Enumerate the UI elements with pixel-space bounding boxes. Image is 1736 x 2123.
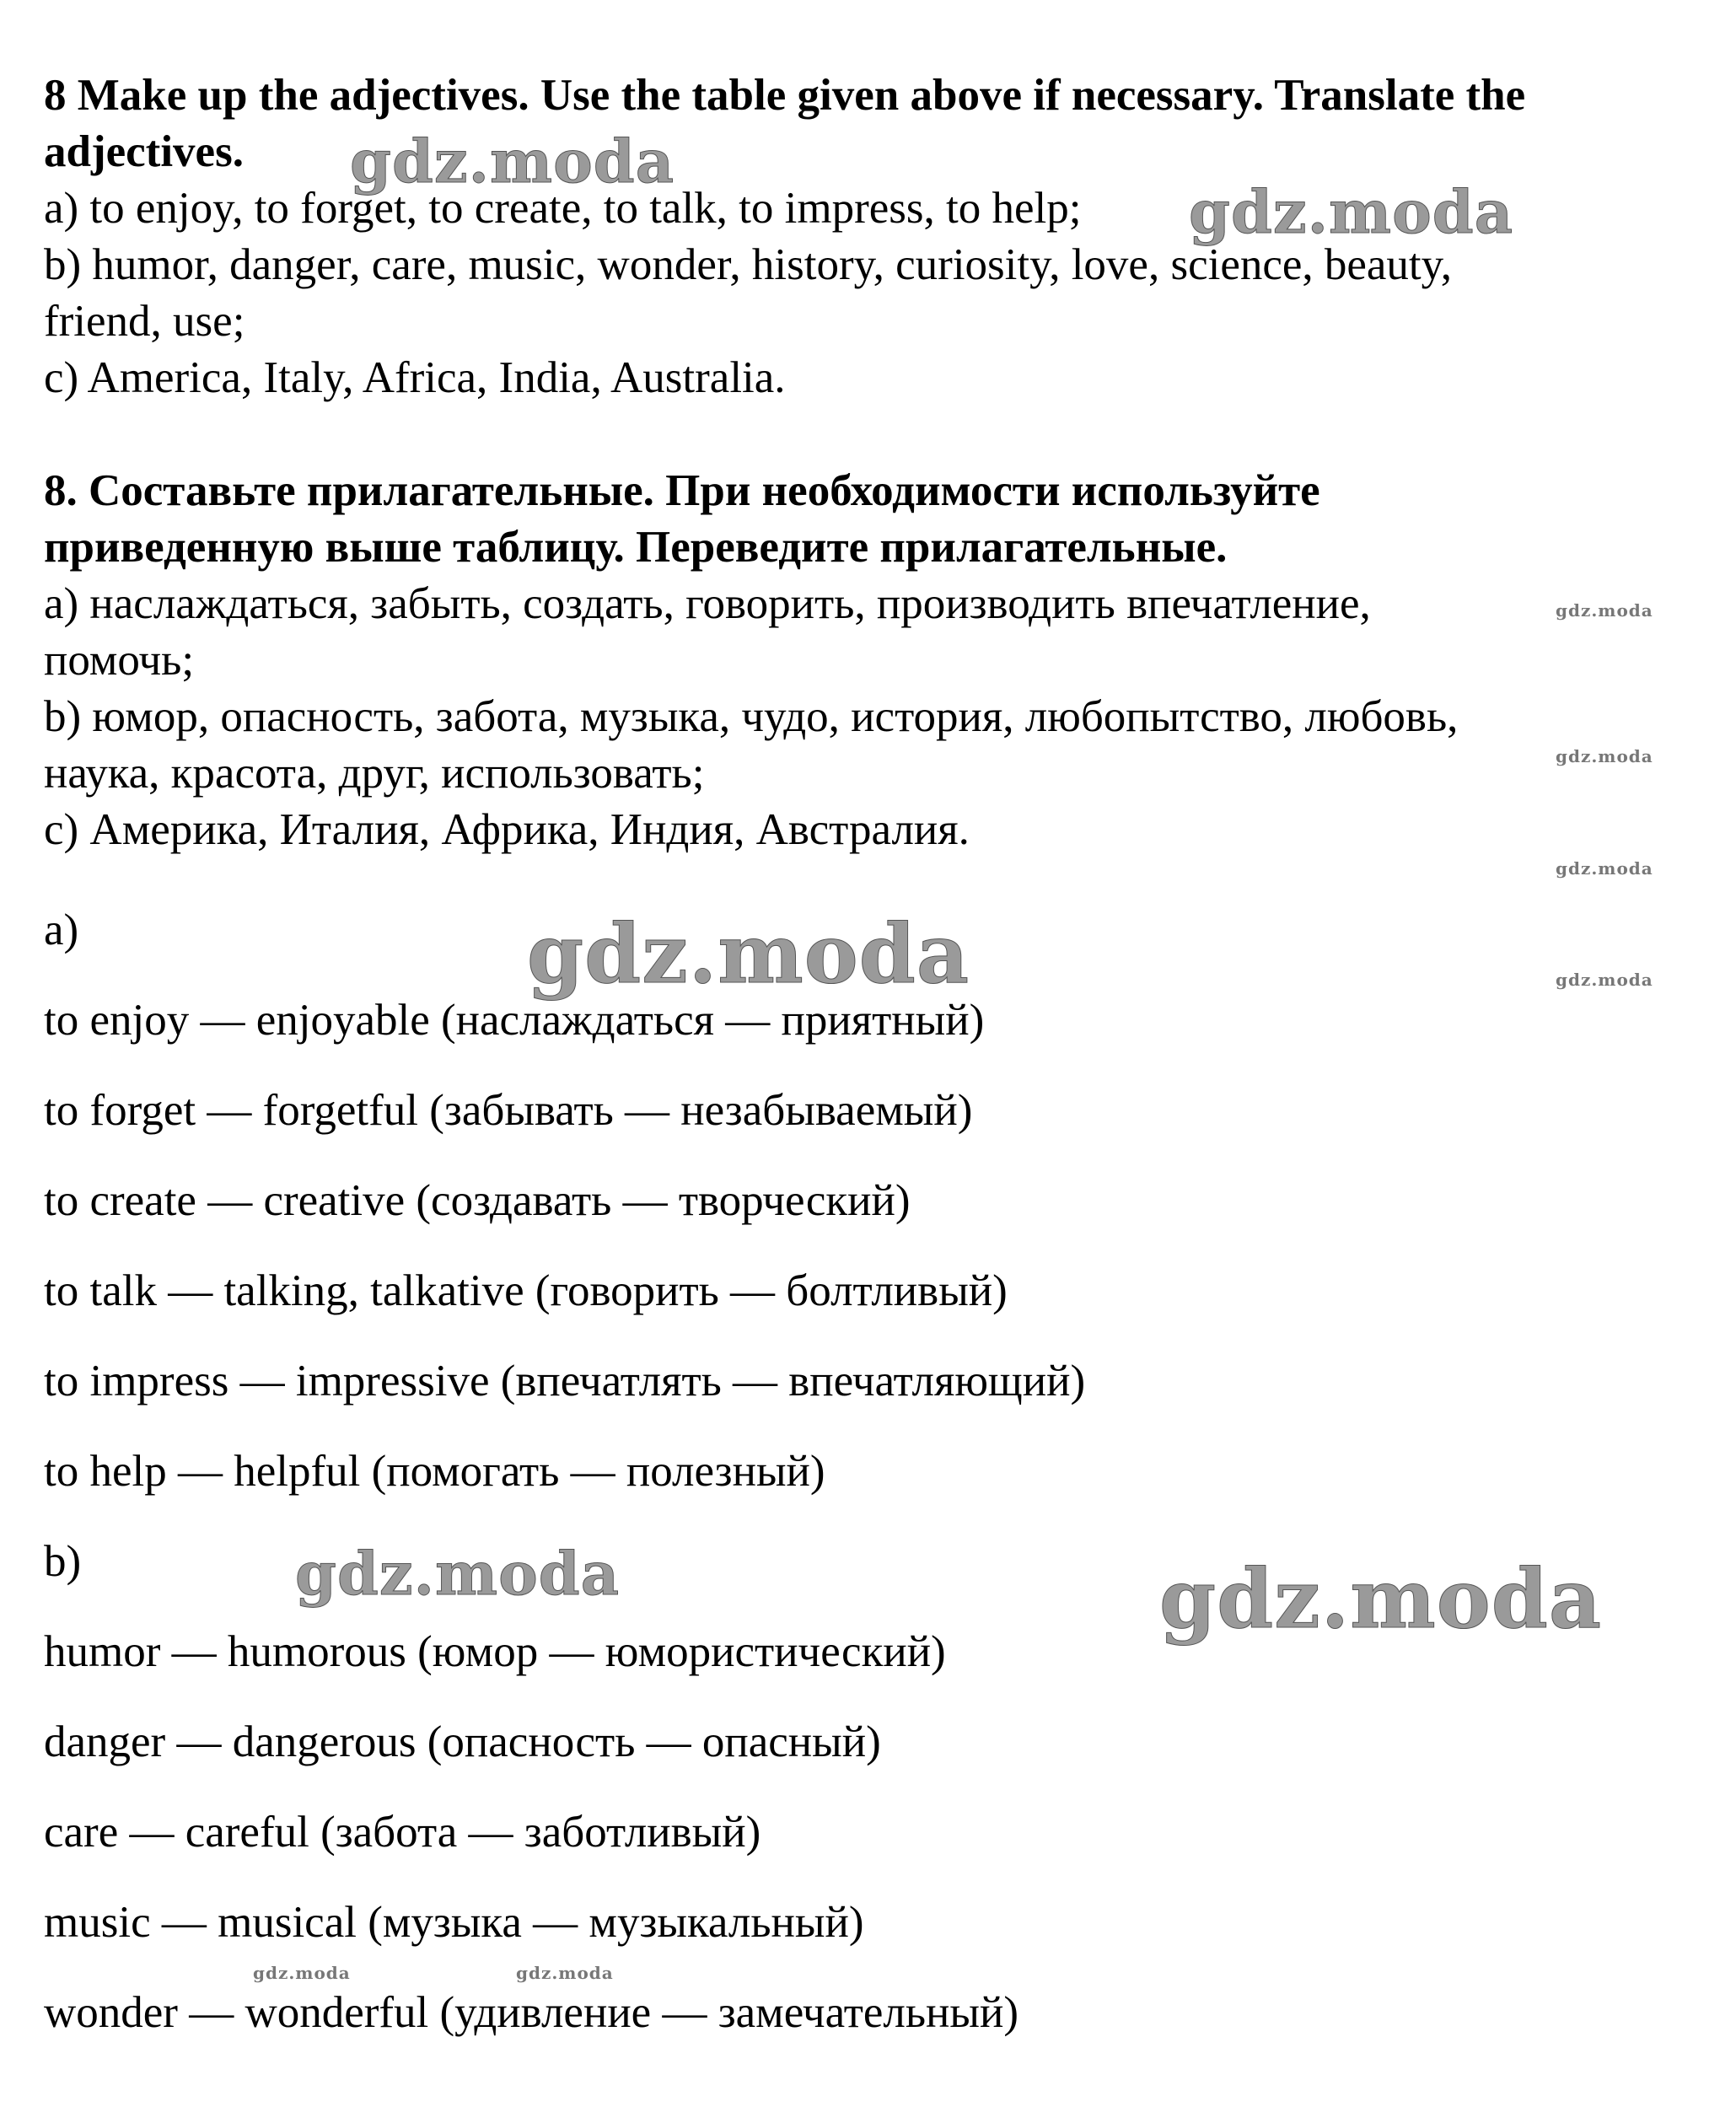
task-en-a: a) to enjoy, to forget, to create, to talk, to impress, to help; [44,184,1082,233]
watermark-logo: gdz.moda [1556,858,1653,879]
watermark-logo: gdz.moda [516,1963,614,1983]
task-heading-ru-line2: приведенную выше таблицу. Переведите прилагательные. [44,523,1228,572]
task-ru-b-line1: b) юмор, опасность, забота, музыка, чудо, история, любопытство, любовь, [44,692,1459,741]
task-ru-b-line2: наука, красота, друг, использовать; [44,749,705,798]
answer-b-item: danger — dangerous (опасность — опасный) [44,1717,881,1766]
task-en-b-line2: friend, use; [44,297,245,346]
answer-a-label: a) [44,906,79,954]
answer-a-item: to talk — talking, talkative (говорить — болтливый) [44,1266,1008,1315]
task-ru-a-line1: a) наслаждаться, забыть, создать, говорить, производить впечатление, [44,579,1371,628]
answer-a-item: to help — helpful (помогать — полезный) [44,1447,825,1496]
watermark-logo: gdz.moda [295,1539,621,1609]
answer-b-label: b) [44,1537,82,1586]
answer-b-item: wonder — wonderful (удивление — замечательный) [44,1988,1019,2037]
task-heading-ru-line1: 8. Составьте прилагательные. При необходимости используйте [44,466,1320,515]
answer-a-item: to impress — impressive (впечатлять — впечатляющий) [44,1357,1086,1405]
task-ru-a-line2: помочь; [44,636,195,685]
watermark-logo: gdz.moda [1159,1551,1603,1647]
section-gap [44,406,1696,463]
answer-a-item: to enjoy — enjoyable (наслаждаться — приятный) [44,996,985,1045]
watermark-logo: gdz.moda [1556,746,1653,766]
answers-section [44,902,1696,2075]
answer-a-item: to create — creative (создавать — творческий) [44,1176,911,1225]
task-ru-c: c) Америка, Италия, Африка, Индия, Австралия. [44,805,970,854]
watermark-logo: gdz.moda [1189,177,1514,247]
watermark-logo: gdz.moda [527,906,970,1002]
watermark-logo: gdz.moda [253,1963,351,1983]
answer-b-item: care — careful (забота — заботливый) [44,1808,761,1857]
task-heading-en-line2: adjectives. [44,127,244,176]
watermark-logo: gdz.moda [1556,970,1653,990]
task-en-c: c) America, Italy, Africa, India, Australia. [44,353,786,402]
task-heading-en-line1: 8 Make up the adjectives. Use the table given above if necessary. Translate the [44,71,1526,120]
watermark-logo: gdz.moda [350,126,675,196]
answer-b-item: humor — humorous (юмор — юмористический) [44,1627,946,1676]
answer-a-item: to forget — forgetful (забывать — незабываемый) [44,1086,973,1135]
answer-b-item: music — musical (музыка — музыкальный) [44,1898,864,1947]
watermark-logo: gdz.moda [1556,600,1653,621]
task-en-b-line1: b) humor, danger, care, music, wonder, history, curiosity, love, science, beauty, [44,240,1452,289]
